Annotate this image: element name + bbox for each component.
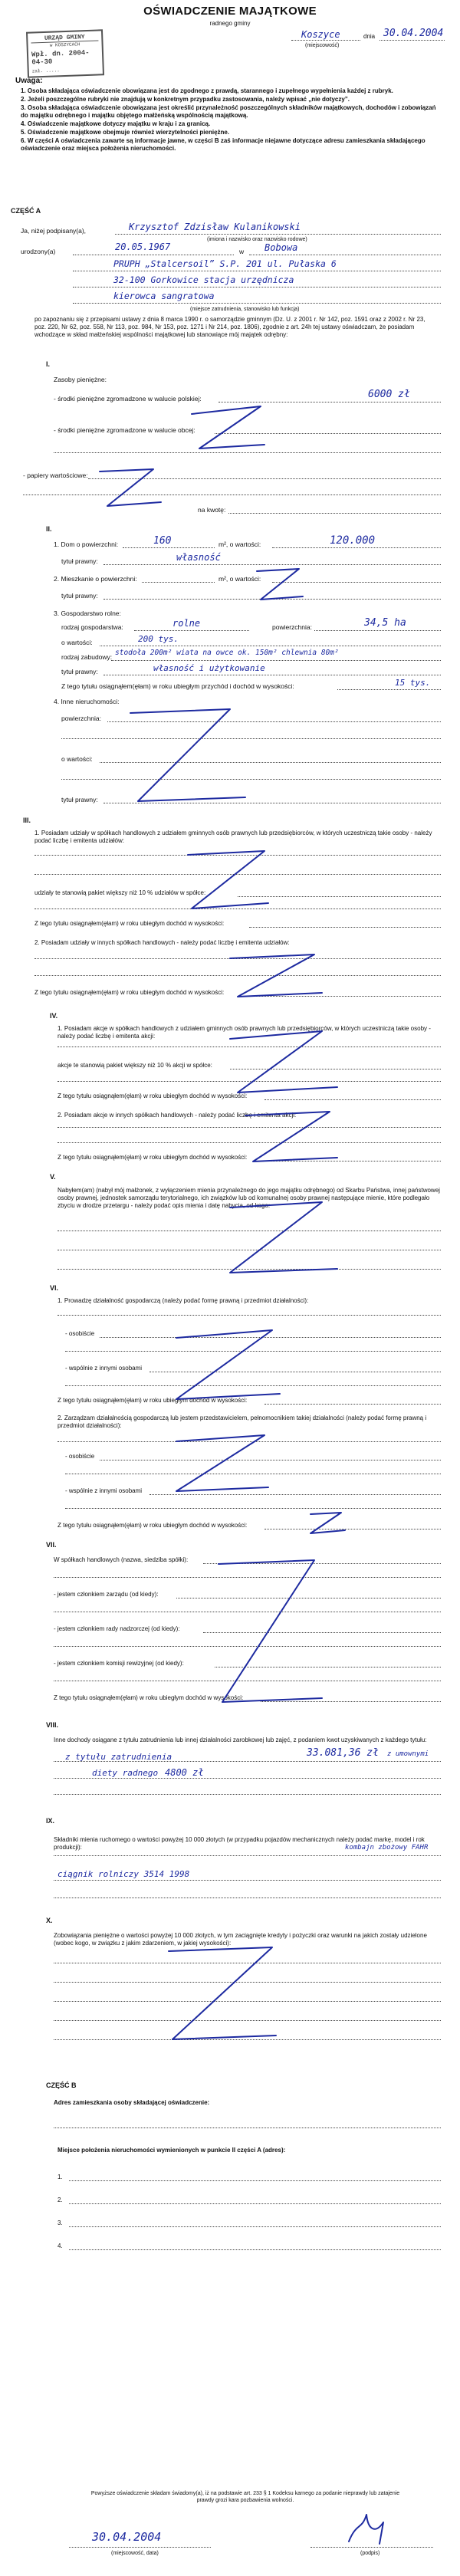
inne-pow-label: powierzchnia: xyxy=(61,715,101,722)
section-VI-osobiscie2: - osobiście xyxy=(65,1453,95,1460)
czesc-b-miejsce: Miejsce położenia nieruchomości wymienionych w punkcie II części A (adres): xyxy=(58,2147,286,2154)
section-III-p2: 2. Posiadam udziały w innych spółkach handlowych - należy podać liczbę i emitenta udziałów: xyxy=(34,939,290,946)
z-strike-mark xyxy=(310,1513,345,1533)
czesc-b-item: 3. xyxy=(58,2220,63,2226)
section-IX-hw2: ciągnik rolniczy 3514 1998 xyxy=(58,1869,190,1879)
inne-label: 4. Inne nieruchomości: xyxy=(54,698,120,705)
dom-area: 160 xyxy=(153,535,172,547)
uwaga-item: 3. Osoba składająca oświadczenie obowiązana jest określić przynależność poszczególnych składników majątkowych, dochodów i zobowiązań do majątku odrębnego i majątku objętego małżeńską wspólnością majątkową. xyxy=(21,104,436,119)
section-VI-p1: 1. Prowadzę działalność gospodarczą (należy podać formę prawną i przedmiot działalności): xyxy=(58,1297,309,1304)
dom-tytul-label: tytuł prawny: xyxy=(61,557,98,565)
dom-tytul: własność xyxy=(176,552,221,563)
footer-text: Powyższe oświadczenie składam świadomy(a), iż na podstawie art. 233 § 1 Kodeksu karnego za podanie nieprawdy lub zatajenie prawdy grozi kara pozbawienia wolności. xyxy=(90,2491,400,2503)
section-IV-p2c: Z tego tytułu osiągnąłem(ęłam) w roku ubiegłym dochód w wysokości: xyxy=(58,1154,248,1161)
papiery-label: - papiery wartościowe: xyxy=(23,472,88,479)
section-IV-p1: 1. Posiadam akcje w spółkach handlowych z udziałem gminnych osób prawnych lub przedsiębiorców, w których uczestniczą takie osoby - należy podać liczbę i emitenta akcji: xyxy=(58,1025,431,1040)
uwaga-list xyxy=(21,87,439,153)
footer-date: 30.04.2004 xyxy=(92,2530,162,2544)
rodzaj-zab-value: stodoła 200m² wiata na owce ok. 150m² chlewnia 80m² xyxy=(115,649,339,657)
section-VI-wspolnie: - wspólnie z innymi osobami xyxy=(65,1365,143,1372)
gosp-dochod-label: Z tego tytułu osiągnąłem(ęłam) w roku ubiegłym przychód i dochód w wysokości: xyxy=(61,682,294,690)
kwote-label: na kwotę: xyxy=(198,506,226,514)
birth-date: 20.05.1967 xyxy=(115,242,171,252)
z-strike-mark xyxy=(100,469,161,506)
mieszkanie-label: 2. Mieszkanie o powierzchni: xyxy=(54,575,137,583)
czesc-b-item: 1. xyxy=(58,2174,63,2180)
section-I-number: I. xyxy=(46,360,51,368)
section-IV-number: IV. xyxy=(50,1012,58,1020)
zasoby-label: Zasoby pieniężne: xyxy=(54,376,107,383)
footer-sign-caption: (podpis) xyxy=(360,2551,380,2556)
z-strike-mark xyxy=(176,1435,268,1491)
section-X-number: X. xyxy=(46,1917,53,1924)
registry-stamp: URZĄD GMINY w KOSZYCACH Wpł. dn. 2004-04-30 zał. ..... xyxy=(26,29,104,77)
uwaga-item: 5. Oświadczenie majątkowe obejmuje również wierzytelności pieniężne. xyxy=(21,129,230,136)
dom-label: 1. Dom o powierzchni: xyxy=(54,540,119,548)
inne-wartosci-label: o wartości: xyxy=(61,755,93,763)
section-VII-rewizyjna: - jestem członkiem komisji rewizyjnej (od kiedy): xyxy=(54,1660,184,1667)
dom-value: 120.000 xyxy=(330,534,376,547)
z-strike-mark xyxy=(169,1947,276,2039)
section-VIII-hw1-value: 33.081,36 zł xyxy=(307,1747,379,1759)
section-X-text: Zobowiązania pieniężne o wartości powyżej 10 000 złotych, w tym zaciągnięte kredyty i pożyczki oraz warunki na jakich zostały udzielone (wobec kogo, w związku z jakim zdarzeniem, w jakiej wysokości): xyxy=(54,1932,427,1947)
powierzchnia-value: 34,5 ha xyxy=(364,617,406,629)
z-strike-mark xyxy=(188,851,268,909)
section-IX-text: Składniki mienia ruchomego o wartości powyżej 10 000 złotych (w przypadku pojazdów mechanicznych należy podać markę, model i rok produkcji): xyxy=(54,1836,425,1851)
pln-value: 6000 zł xyxy=(368,389,410,400)
section-VIII-hw2: diety radnego xyxy=(92,1768,159,1778)
section-IV-p1b: akcje te stanowią pakiet większy niż 10 % akcji w spółce: xyxy=(58,1062,212,1069)
employer-line1: PRUPH „Stalcersoil” S.P. 201 ul. Pułaska 6 xyxy=(113,258,337,269)
rodzaj-gosp-label: rodzaj gospodarstwa: xyxy=(61,623,123,631)
section-VIII-hw1-tail: z umownymi xyxy=(387,1750,429,1758)
dom-m2-label: m², o wartości: xyxy=(219,540,261,548)
gosp-value: 200 tys. xyxy=(138,634,179,644)
uwaga-item: 1. Osoba składająca oświadczenie obowiązana jest do zgodnego z prawdą, starannego i zupełnego wypełnienia każdej z rubryk. xyxy=(21,87,393,94)
uwaga-item: 4. Oświadczenie majątkowe dotyczy majątku w kraju i za granicą. xyxy=(21,120,211,127)
place-handwritten: Koszyce xyxy=(301,29,340,40)
uwaga-item: 6. W części A oświadczenia zawarte są informacje jawne, w części B zaś informacje niejawne dotyczące adresu zamieszkania składającego oświadczenie oraz miejsca położenia nieruchomości. xyxy=(21,137,426,152)
ja-label: Ja, niżej podpisany(a), xyxy=(21,227,87,235)
section-III-p1: 1. Posiadam udziały w spółkach handlowych z udziałem gminnych osób prawnych lub przedsiębiorców, w których uczestniczą takie osoby - należy podać liczbę i emitenta udziałów: xyxy=(34,830,432,844)
name-caption: (imiona i nazwisko oraz nazwisko rodowe) xyxy=(207,237,307,242)
section-VI-wspolnie2: - wspólnie z innymi osobami xyxy=(65,1487,143,1494)
section-II-number: II. xyxy=(46,525,52,533)
rodzaj-zab-label: rodzaj zabudowy: xyxy=(61,653,113,661)
z-strike-mark xyxy=(257,569,303,600)
gosp-label: 3. Gospodarstwo rolne: xyxy=(54,610,121,617)
section-VI-p2: 2. Zarządzam działalnością gospodarczą lub jestem przedstawicielem, pełnomocnikiem takiej działalności (należy podać formę prawną i przedmiot działalności): xyxy=(58,1414,427,1429)
name-handwritten: Krzysztof Zdzisław Kulanikowski xyxy=(129,222,301,232)
date-handwritten: 30.04.2004 xyxy=(383,28,444,39)
uwaga-item: 2. Jeżeli poszczególne rubryki nie znajdują w konkretnym przypadku zastosowania, należy wpisać „nie dotyczy”. xyxy=(21,96,350,103)
obca-label: - środki pieniężne zgromadzone w walucie obcej: xyxy=(54,426,196,434)
z-strike-mark xyxy=(176,1330,280,1399)
section-VIII-hw2-value: 4800 zł xyxy=(165,1767,204,1778)
czesc-b-item: 4. xyxy=(58,2242,63,2249)
employer-line2: 32-100 Gorkowice stacja urzędnicza xyxy=(113,274,294,285)
z-strike-mark xyxy=(192,406,264,449)
gosp-wartosci-label: o wartości: xyxy=(61,639,93,646)
section-VI-osobiscie: - osobiście xyxy=(65,1330,95,1337)
pln-label: - środki pieniężne zgromadzone w walucie polskiej: xyxy=(54,395,202,402)
footer-place-caption: (miejscowość, data) xyxy=(111,2551,159,2556)
gosp-dochod-value: 15 tys. xyxy=(395,678,431,688)
birth-place: Bobowa xyxy=(264,242,298,253)
section-V-text: Nabyłem(am) (nabył mój małżonek, z wyłączeniem mienia przynależnego do jego majątku odrębnego) od Skarbu Państwa, innej państwowej osoby prawnej, jednostek samorządu terytorialnego, ich związków lub od komunalnej osoby prawnej następujące mienie, które podlegało zbyciu w drodze przetargu - należy podać opis mienia i datę nabycia, od kogo: xyxy=(58,1187,440,1209)
z-strike-mark xyxy=(230,1031,337,1092)
mieszkanie-m2-label: m², o wartości: xyxy=(219,575,261,583)
signature xyxy=(349,2515,383,2544)
place-caption: (miejscowość) xyxy=(305,43,340,48)
section-VII-dochod: Z tego tytułu osiągnąłem(ęłam) w roku ubiegłym dochód w wysokości: xyxy=(54,1694,244,1701)
legal-text: po zapoznaniu się z przepisami ustawy z dnia 8 marca 1990 r. o samorządzie gminnym (Dz. U. z 2001 r. Nr 142, poz. 1591 oraz z 2002 r. Nr 23, poz. 220, Nr 62, poz. 558, Nr 113, poz. 984, Nr 153, poz. 1271 i Nr 214, poz. 1806), zgodnie z art. 24h tej ustawy oświadczam, że posiadam wchodzące w skład małżeńskiej wspólności majątkowej lub stanowiące mój majątek odrębny: xyxy=(34,316,426,338)
section-IV-p2: 2. Posiadam akcje w innych spółkach handlowych - należy podać liczbę i emitenta akcji: xyxy=(58,1112,297,1119)
section-VIII-text: Inne dochody osiągane z tytułu zatrudnienia lub innej działalności zarobkowej lub zajęć, z podaniem kwot uzyskiwanych z każdego tytułu: xyxy=(54,1737,427,1743)
employer-line3: kierowca sangratowa xyxy=(113,291,215,301)
employer-caption: (miejsce zatrudnienia, stanowisko lub funkcja) xyxy=(190,307,300,312)
date-label: dnia xyxy=(363,33,376,40)
section-VII-nadzorcza: - jestem członkiem rady nadzorczej (od kiedy): xyxy=(54,1625,180,1632)
rodzaj-gosp-value: rolne xyxy=(172,618,201,629)
section-IX-hw1: kombajn zbożowy FAHR xyxy=(345,1844,429,1852)
powierzchnia-label: powierzchnia: xyxy=(272,623,312,631)
inne-tytul-label: tytuł prawny: xyxy=(61,796,98,803)
section-VI-number: VI. xyxy=(50,1284,59,1292)
section-IV-p1c: Z tego tytułu osiągnąłem(ęłam) w roku ubiegłym dochód w wysokości: xyxy=(58,1092,248,1099)
birth-in: w xyxy=(239,248,245,255)
section-VIII-hw1: z tytułu zatrudnienia xyxy=(65,1752,172,1762)
section-IX-number: IX. xyxy=(46,1817,55,1825)
section-VII-p1: W spółkach handlowych (nazwa, siedziba spółki): xyxy=(54,1556,189,1563)
form-title: OŚWIADCZENIE MAJĄTKOWE xyxy=(143,5,317,18)
section-VI-p2c: Z tego tytułu osiągnąłem(ęłam) w roku ubiegłym dochód w wysokości: xyxy=(58,1522,248,1529)
uwaga-heading: Uwaga: xyxy=(15,77,43,85)
z-strike-mark xyxy=(230,1202,337,1273)
czesc-b-adres: Adres zamieszkania osoby składającej oświadczenie: xyxy=(54,2099,210,2106)
czesc-a-heading: CZĘŚĆ A xyxy=(11,207,41,215)
section-III-p2c: Z tego tytułu osiągnąłem(ęłam) w roku ubiegłym dochód w wysokości: xyxy=(34,989,225,996)
czesc-b-heading: CZĘŚĆ B xyxy=(46,2082,77,2089)
section-III-number: III. xyxy=(23,816,31,824)
section-III-p1b: udziały te stanowią pakiet większy niż 10 % udziałów w spółce: xyxy=(34,889,206,896)
gosp-tytul: własność i użytkowanie xyxy=(153,663,265,673)
section-VIII-number: VIII. xyxy=(46,1721,59,1729)
section-VII-zarzad: - jestem członkiem zarządu (od kiedy): xyxy=(54,1591,159,1598)
mieszkanie-tytul-label: tytuł prawny: xyxy=(61,592,98,600)
section-VI-p1c: Z tego tytułu osiągnąłem(ęłam) w roku ubiegłym dochód w wysokości: xyxy=(58,1397,248,1404)
section-III-p1c: Z tego tytułu osiągnąłem(ęłam) w roku ubiegłym dochód w wysokości: xyxy=(34,920,225,927)
z-strike-mark xyxy=(130,709,245,801)
gosp-tytul-label: tytuł prawny: xyxy=(61,668,98,675)
section-VII-number: VII. xyxy=(46,1541,57,1549)
urodzony-label: urodzony(a) xyxy=(21,248,56,255)
form-subtitle: radnego gminy xyxy=(209,20,251,27)
czesc-b-item: 2. xyxy=(58,2196,63,2203)
section-V-number: V. xyxy=(50,1173,56,1181)
